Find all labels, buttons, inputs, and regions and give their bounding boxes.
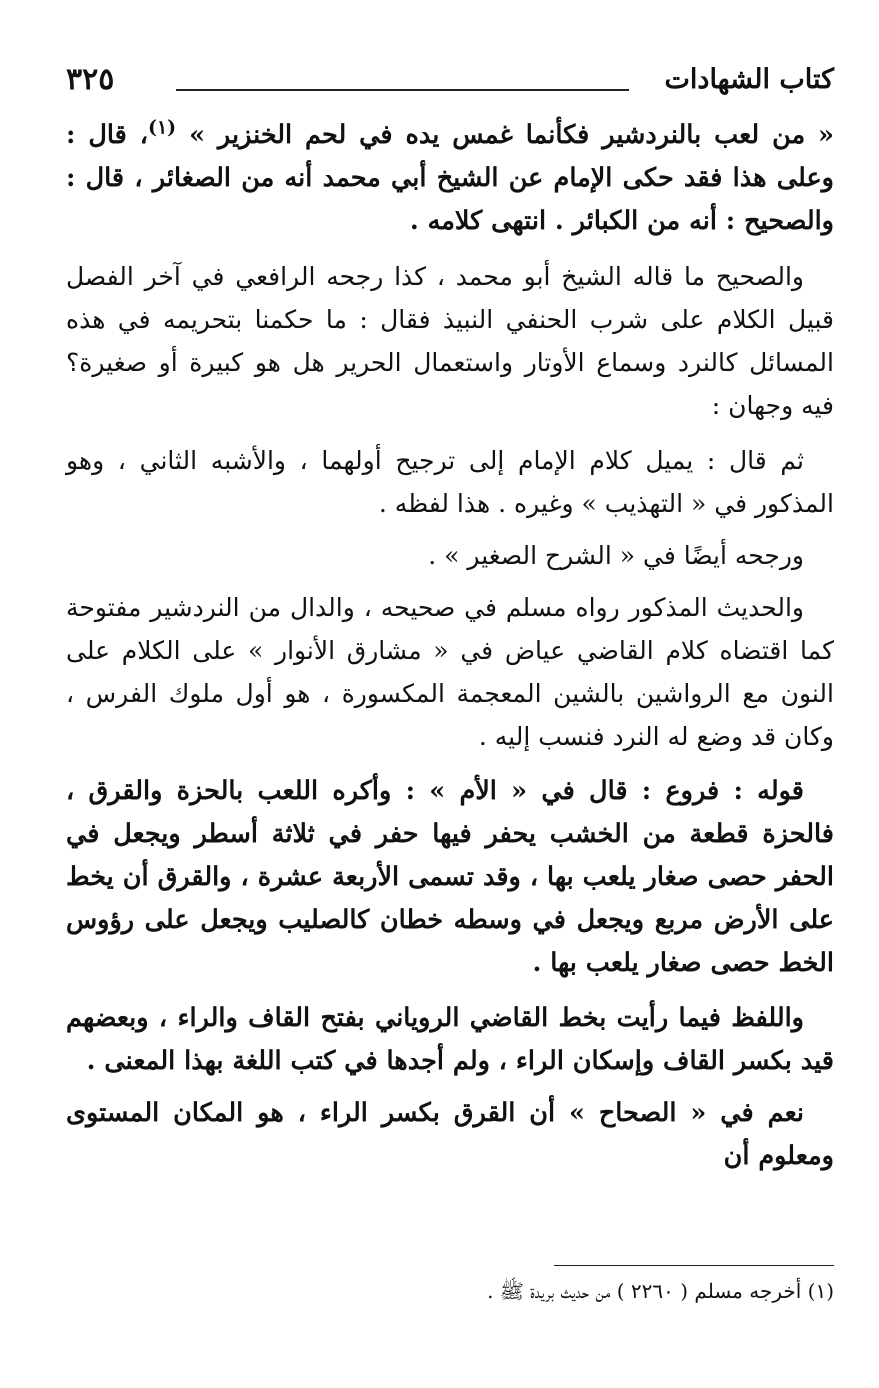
page-number: ٣٢٥: [66, 62, 115, 97]
footnote-text: (١) أخرجه مسلم ( ٢٢٦٠ ) من حديث بريدة ﷺ .: [487, 1279, 834, 1303]
paragraph-6: قوله : فروع : قال في « الأم » : وأكره اللعب بالحزة والقرق ، فالحزة قطعة من الخشب يحفر فيها حفر في ثلاثة أسطر ويجعل في الحفر حصى صغار يلعب بها ، وقد تسمى الأربعة عشرة ، والقرق أن يخط على الأرض مربع ويجعل في وسطه خطان كالصليب ويجعل على رؤوس الخط حصى صغار يلعب بها .: [66, 776, 834, 978]
paragraph-4: ورجحه أيضًا في « الشرح الصغير » .: [428, 541, 804, 570]
chapter-title: كتاب الشهادات: [664, 64, 834, 95]
page: [66, 56, 834, 1178]
footnote-marker: (١): [147, 116, 177, 139]
paragraph-3: ثم قال : يميل كلام الإمام إلى ترجيح أولهما ، والأشبه الثاني ، وهو المذكور في « التهذيب » وغيره . هذا لفظه .: [66, 446, 834, 518]
footnote-rule: [554, 1265, 834, 1266]
running-header: [66, 56, 834, 106]
paragraph-5: والحديث المذكور رواه مسلم في صحيحه ، والدال من النردشير مفتوحة كما اقتضاه كلام القاضي عياض في « مشارق الأنوار » على الكلام على النون مع الرواشين بالشين المعجمة المكسورة ، هو أول ملوك الفرس ، وكان قد وضع له النرد فنسب إليه .: [66, 593, 834, 751]
paragraph-7: واللفظ فيما رأيت بخط القاضي الروياني بفتح القاف والراء ، وبعضهم قيد بكسر القاف وإسكان الراء ، ولم أجدها في كتب اللغة بهذا المعنى .: [66, 1003, 834, 1076]
header-rule: [176, 89, 629, 91]
paragraph-8: نعم في « الصحاح » أن القرق بكسر الراء ، هو المكان المستوى ومعلوم أن: [66, 1098, 834, 1171]
paragraph-1: [66, 114, 834, 243]
paragraph-2: والصحيح ما قاله الشيخ أبو محمد ، كذا رجحه الرافعي في آخر الفصل قبيل الكلام على شرب الحنفي النبيذ فقال : ما حكمنا بتحريمه في هذه المسائل كالنرد وسماع الأوتار واستعمال الحرير هل هو كبيرة أو صغيرة؟ فيه وجهان :: [66, 262, 834, 420]
paragraph-1-text: « من لعب بالنردشير فكأنما غمس يده في لحم الخنزير »: [189, 120, 834, 150]
paragraph-1-text-continued: ، قال : وعلى هذا فقد حكى الإمام عن الشيخ أبي محمد أنه من الصغائر ، قال : والصحيح : أنه من الكبائر . انتهى كلامه .: [66, 120, 834, 236]
